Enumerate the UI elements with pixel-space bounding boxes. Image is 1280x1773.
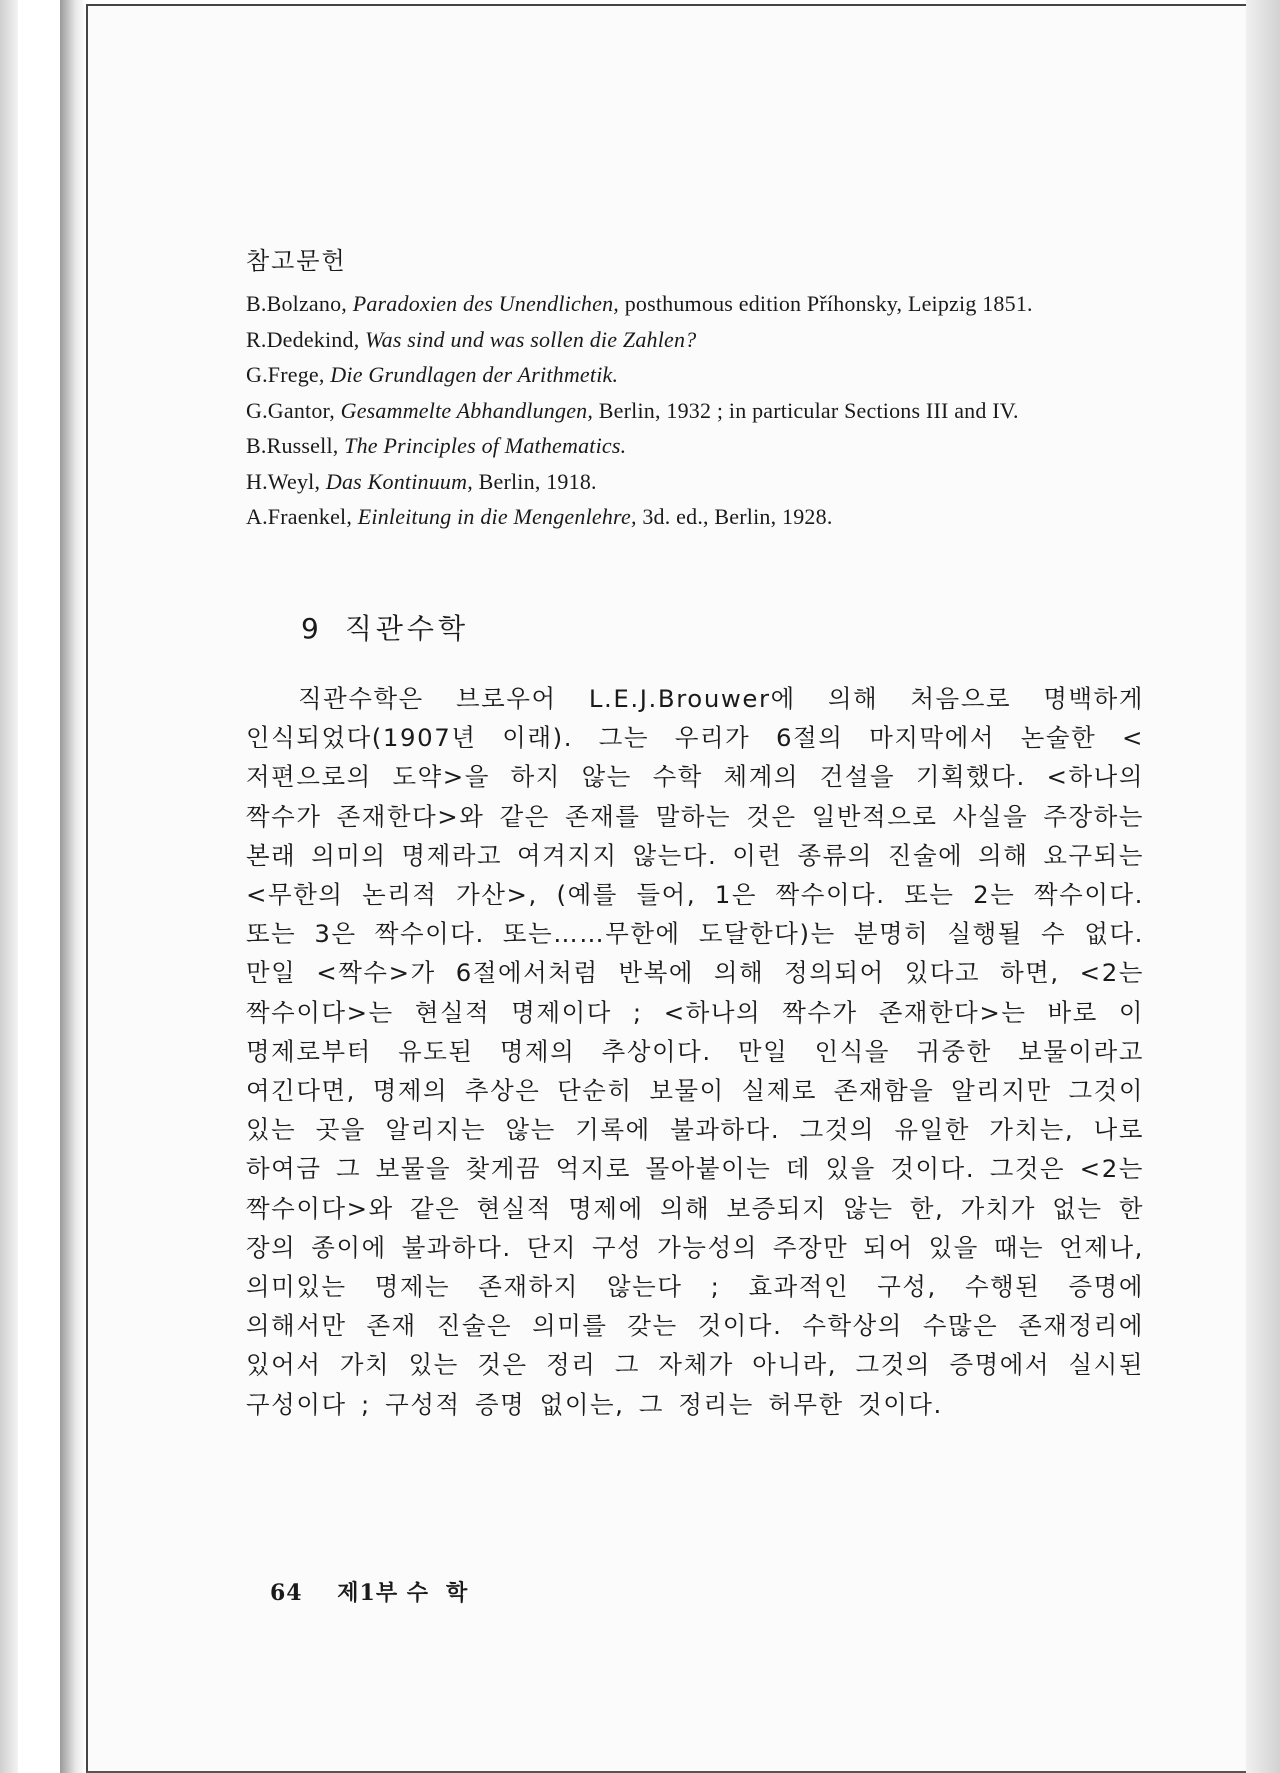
reference-author: R.Dedekind, bbox=[246, 326, 360, 352]
reference-item bbox=[246, 322, 1146, 358]
reference-item bbox=[246, 357, 1146, 393]
reference-author: G.Gantor, bbox=[246, 397, 335, 423]
body-paragraph: 직관수학은 브로우어 L.E.J.Brouwer에 의해 처음으로 명백하게 인식되었다(1907년 이래). 그는 우리가 6절의 마지막에서 논술한 <저편으로의 도약>을 하지 않는 수학 체계의 건설을 기획했다. <하나의 짝수가 존재한다>와 같은 존재를 말하는 것은 일반적으로 사실을 주장하는 본래 의미의 명제라고 여겨지지 않는다. 이런 종류의 진술에 의해 요구되는 <무한의 논리적 가산>, (예를 들어, 1은 짝수이다. 또는 2는 짝수이다. 또는 3은 짝수이다. 또는……무한에 도달한다)는 분명히 실행될 수 없다. 만일 <짝수>가 6절에서처럼 반복에 의해 정의되어 있다고 하면, <2는 짝수이다>는 현실적 명제이다 ; <하나의 짝수가 존재한다>는 바로 이 명제로부터 유도된 명제의 추상이다. 만일 인식을 귀중한 보물이라고 여긴다면, 명제의 추상은 단순히 보물이 실제로 존재함을 알리지만 그것이 있는 곳을 알리지는 않는 기록에 불과하다. 그것의 유일한 가치는, 나로 하여금 그 보물을 찾게끔 억지로 몰아붙이는 데 있을 것이다. 그것은 <2는 짝수이다>와 같은 현실적 명제에 의해 보증되지 않는 한, 가치가 없는 한 장의 종이에 불과하다. 단지 구성 가능성의 주장만 되어 있을 때는 언제나, 의미있는 명제는 존재하지 않는다 ; 효과적인 구성, 수행된 증명에 의해서만 존재 진술은 의미를 갖는 것이다. 수학상의 수많은 존재정리에 있어서 가치 있는 것은 정리 그 자체가 아니라, 그것의 증명에서 실시된 구성이다 ; 구성적 증명 없이는, 그 정리는 허무한 것이다. bbox=[246, 684, 1144, 1419]
reference-author: B.Bolzano, bbox=[246, 291, 347, 316]
reference-author: G.Frege, bbox=[246, 362, 325, 387]
reference-author: B.Russell, bbox=[246, 433, 339, 458]
reference-title: Die Grundlagen der Arithmetik. bbox=[330, 362, 619, 387]
reference-item bbox=[246, 428, 1146, 464]
reference-details: posthumous edition Příhonsky, Leipzig 1851. bbox=[624, 291, 1033, 316]
reference-title: Was sind und was sollen die Zahlen? bbox=[365, 326, 697, 352]
page-right-edge bbox=[1246, 0, 1280, 1773]
references-heading: 참고문헌 bbox=[246, 247, 347, 275]
reference-item bbox=[246, 499, 1146, 535]
part-label: 제1부 bbox=[337, 1580, 399, 1606]
references-block bbox=[246, 246, 1146, 535]
section-number: 9 bbox=[301, 612, 323, 645]
reference-details: Berlin, 1932 ; in particular Sections III and IV. bbox=[598, 397, 1019, 423]
page-footer bbox=[270, 1576, 485, 1607]
reference-item bbox=[246, 286, 1146, 322]
reference-author: H.Weyl, bbox=[246, 468, 321, 494]
section-title: 직관수학 bbox=[344, 612, 470, 645]
section-heading bbox=[301, 607, 469, 647]
reference-title: Einleitung in die Mengenlehre, bbox=[357, 504, 637, 529]
reference-title: Das Kontinuum, bbox=[325, 468, 473, 494]
reference-title: The Principles of Mathematics. bbox=[344, 433, 627, 458]
reference-author: A.Fraenkel, bbox=[246, 504, 353, 529]
page-shadow bbox=[0, 0, 18, 1773]
reference-title: Gesammelte Abhandlungen, bbox=[340, 397, 594, 423]
reference-title: Paradoxien des Unendlichen, bbox=[352, 291, 619, 316]
reference-item bbox=[246, 393, 1146, 429]
page-number: 64 bbox=[270, 1580, 303, 1606]
reference-item bbox=[246, 464, 1146, 500]
references-list bbox=[246, 286, 1146, 535]
reference-details: 3d. ed., Berlin, 1928. bbox=[642, 504, 833, 529]
part-title: 수학 bbox=[406, 1580, 486, 1606]
reference-details: Berlin, 1918. bbox=[478, 468, 597, 494]
page-binding-curl bbox=[60, 0, 86, 1773]
